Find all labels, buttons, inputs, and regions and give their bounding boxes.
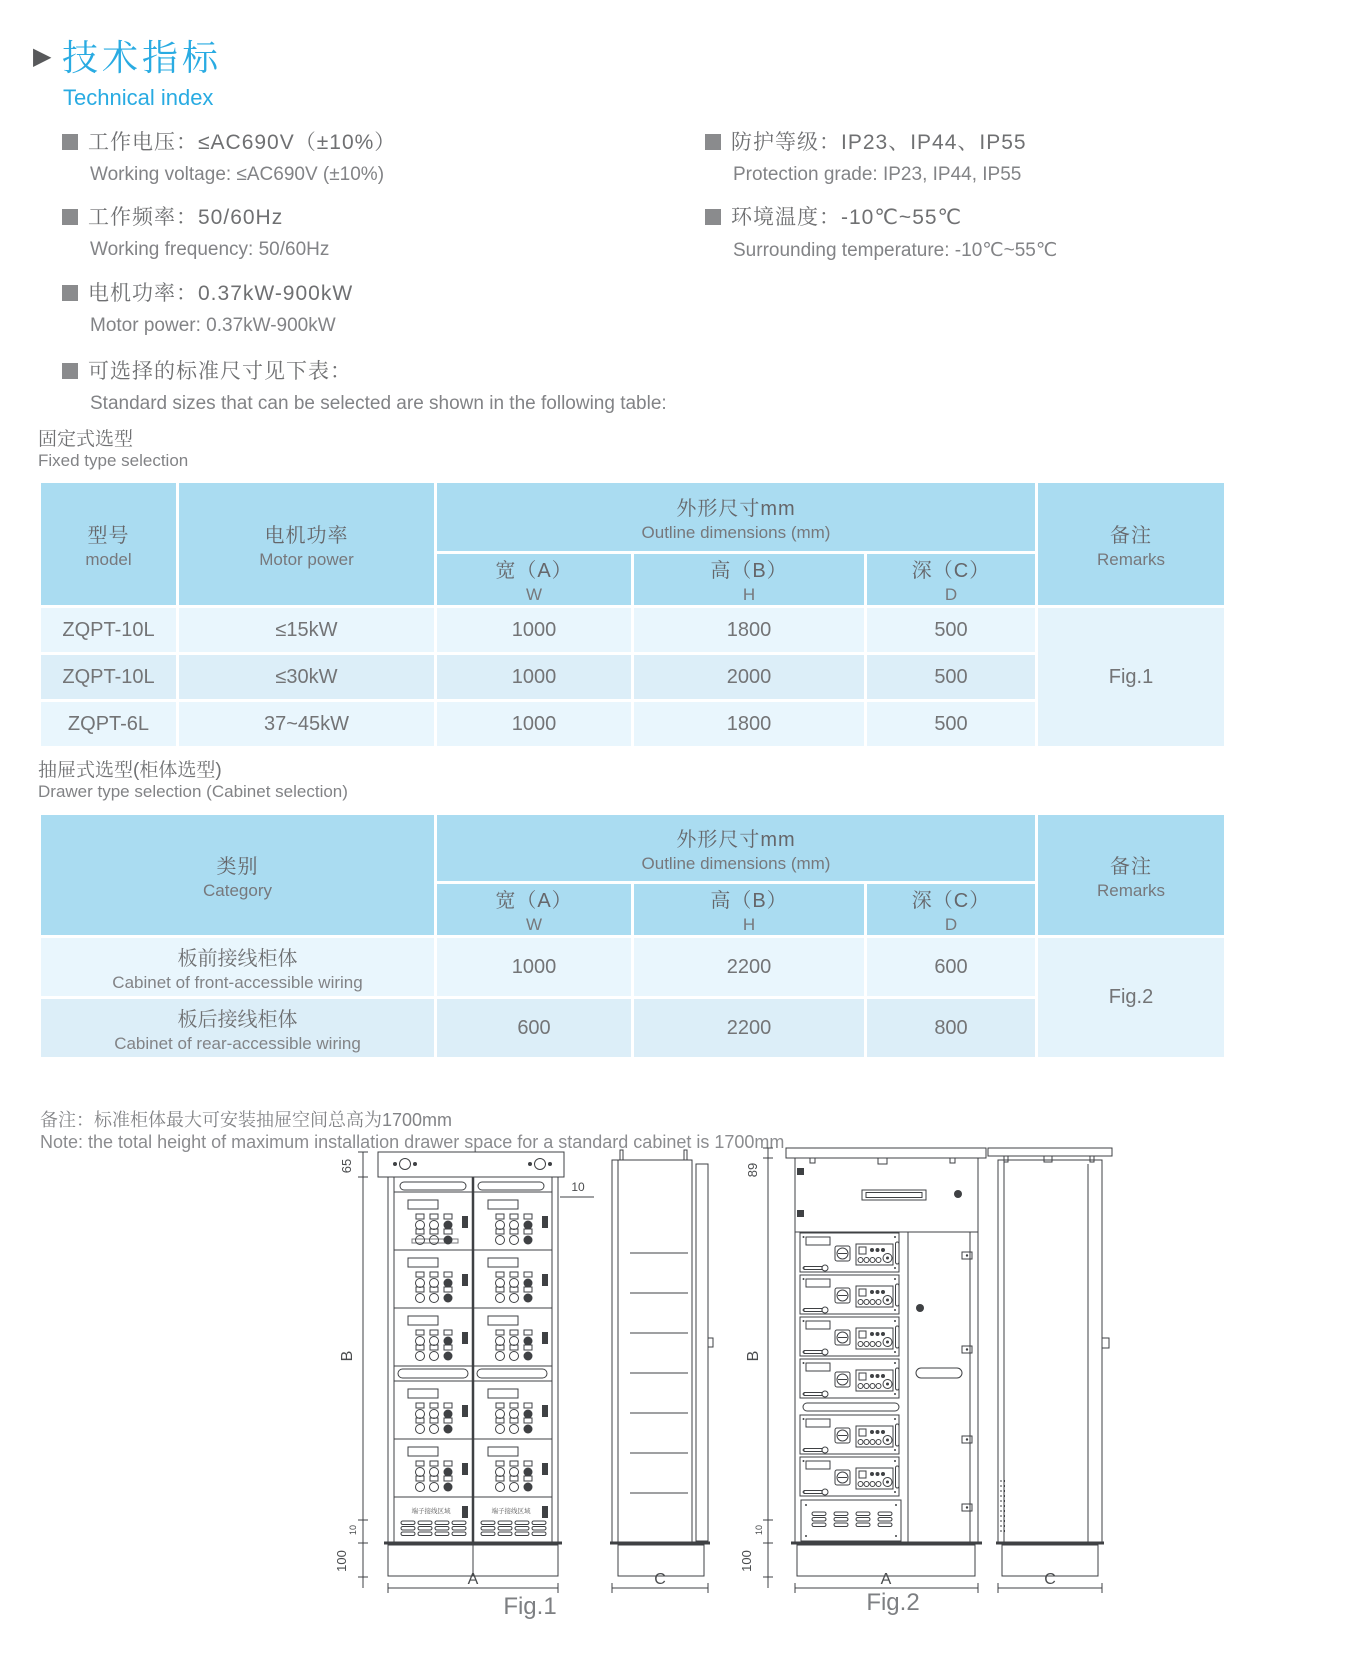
col-header-width: 宽（A） W (437, 884, 631, 935)
table-row (41, 938, 1224, 996)
cell-width: 1000 (437, 655, 631, 699)
spec-zh-text: 可选择的标准尺寸见下表： (62, 355, 667, 385)
col-header-dimensions: 外形尺寸mm Outline dimensions (mm) (437, 483, 1035, 551)
fig1-terminal-area (401, 1506, 468, 1536)
fig1-side-view (610, 1150, 713, 1576)
col-header-remarks: 备注 Remarks (1038, 815, 1224, 935)
spec-en-text: Protection grade: IP23, IP44, IP55 (733, 164, 1022, 185)
fig2-caption: Fig.2 (866, 1589, 920, 1616)
fig1-dim-height-label: B (339, 1350, 356, 1362)
fixed-table-caption-en: Fixed type selection (38, 451, 189, 470)
fig1-dim-top-gap-label: 10 (571, 1180, 585, 1194)
fig2-drawer-unit (800, 1233, 899, 1272)
fig2-drawer-unit (800, 1457, 899, 1496)
fig2-door (916, 1232, 972, 1543)
fig1-drawer-unit (408, 1389, 468, 1434)
fig1-drawer-unit (408, 1200, 468, 1245)
fig2-dim-plinth-label: 100 (739, 1550, 754, 1572)
cell-power: ≤15kW (179, 608, 434, 652)
cell-power: 37~45kW (179, 702, 434, 746)
spec-en-text: Working voltage: ≤AC690V (±10%) (90, 164, 385, 185)
fig1-drawer-unit (488, 1258, 548, 1303)
spec-zh-text: 防护等级：IP23、IP44、IP55 (705, 126, 1027, 156)
spec-en-text: Motor power: 0.37kW-900kW (90, 315, 336, 336)
bullet-square-icon (62, 134, 78, 150)
col-header-category: 类别 Category (41, 815, 434, 935)
cell-width: 600 (437, 999, 631, 1057)
cell-category: 板后接线柜体 Cabinet of rear-accessible wiring (41, 999, 434, 1057)
spec-zh-text: 工作电压：≤AC690V（±10%） (62, 126, 396, 156)
fixed-table-caption-zh: 固定式选型 (38, 429, 134, 450)
cell-depth: 800 (867, 999, 1035, 1057)
fig2-dim-height-label: B (745, 1350, 762, 1362)
bullet-square-icon (62, 285, 78, 301)
fig1-dim-depth-label: C (654, 1571, 666, 1588)
cell-category: 板前接线柜体 Cabinet of front-accessible wiring (41, 938, 434, 996)
page-subtitle: Technical index (63, 85, 214, 110)
col-header-width: 宽（A） W (437, 554, 631, 605)
fig2-dimensions (739, 1148, 1102, 1593)
fig2-drawer-unit (800, 1359, 899, 1398)
fig1-drawer-unit (408, 1258, 468, 1303)
fig1-dim-gap-label: 10 (348, 1524, 358, 1536)
spec-en-text: Surrounding temperature: -10℃~55℃ (733, 240, 1058, 261)
page-title: 技术指标 (62, 37, 223, 78)
fig2-dim-cap-label: 89 (745, 1162, 760, 1178)
svg-text:端子接线区域: 端子接线区域 (491, 1508, 531, 1515)
fig1-dim-width-label: A (467, 1571, 479, 1588)
fig2-drawer-unit (800, 1317, 899, 1356)
cell-height: 2200 (634, 938, 864, 996)
bullet-square-icon (62, 209, 78, 225)
spec-working-voltage (62, 126, 396, 186)
fig1-front-view (378, 1152, 564, 1576)
cell-height: 1800 (634, 702, 864, 746)
col-header-remarks: 备注 Remarks (1038, 483, 1224, 605)
col-header-height: 高（B） H (634, 554, 864, 605)
section-arrow-icon: ▶ (33, 43, 52, 70)
fig1-dim-plinth-label: 100 (334, 1550, 349, 1572)
spec-en-text: Working frequency: 50/60Hz (90, 239, 330, 260)
drawer-table-caption-zh: 抽屉式选型(柜体选型) (38, 760, 222, 781)
fig2-front-view (786, 1148, 986, 1576)
fig2-dim-gap-label: 10 (754, 1524, 764, 1536)
fig1-terminal-area (481, 1506, 548, 1536)
cell-depth: 600 (867, 938, 1035, 996)
cell-width: 1000 (437, 608, 631, 652)
col-header-depth: 深（C） D (867, 884, 1035, 935)
cell-power: ≤30kW (179, 655, 434, 699)
cell-height: 2000 (634, 655, 864, 699)
cell-height: 1800 (634, 608, 864, 652)
table-row (41, 608, 1224, 652)
fig2-dim-width-label: A (880, 1571, 892, 1588)
col-header-depth: 深（C） D (867, 554, 1035, 605)
col-header-power: 电机功率 Motor power (179, 483, 434, 605)
cell-width: 1000 (437, 938, 631, 996)
bullet-square-icon (62, 363, 78, 379)
fixed-type-table (38, 480, 1227, 749)
fig1-drawer-unit (408, 1447, 468, 1492)
cell-depth: 500 (867, 608, 1035, 652)
note-en: Note: the total height of maximum installation drawer space for a standard cabinet is 1700mm (40, 1132, 785, 1152)
spec-zh-text: 电机功率：0.37kW-900kW (62, 277, 353, 307)
fig1-drawer-unit (488, 1389, 548, 1434)
fig2-drawer-unit (800, 1415, 899, 1454)
cell-remarks: Fig.1 (1038, 608, 1224, 746)
fig1-drawer-unit (488, 1447, 548, 1492)
fig1-drawer-unit (408, 1316, 468, 1361)
svg-text:端子接线区域: 端子接线区域 (411, 1508, 451, 1515)
drawer-table-caption-en: Drawer type selection (Cabinet selection) (38, 782, 348, 801)
col-header-dimensions: 外形尺寸mm Outline dimensions (mm) (437, 815, 1035, 881)
fig1-drawer-unit (488, 1316, 548, 1361)
bullet-square-icon (705, 209, 721, 225)
fig2-side-view (988, 1148, 1112, 1576)
fig1-caption: Fig.1 (503, 1593, 557, 1620)
spec-table-intro (62, 355, 667, 415)
cabinet-figures-drawing (0, 1095, 1357, 1660)
spec-zh-text: 环境温度：-10℃~55℃ (705, 201, 1057, 231)
bullet-square-icon (705, 134, 721, 150)
fig2-vent-panel (801, 1500, 901, 1541)
cell-width: 1000 (437, 702, 631, 746)
cell-depth: 500 (867, 702, 1035, 746)
fig2-dim-depth-label: C (1044, 1571, 1056, 1588)
spec-protection-grade (705, 126, 1027, 186)
fig1-dim-cap-label: 65 (339, 1158, 354, 1174)
cell-height: 2200 (634, 999, 864, 1057)
cell-model: ZQPT-10L (41, 608, 176, 652)
spec-en-text: Standard sizes that can be selected are shown in the following table: (90, 393, 667, 414)
cell-model: ZQPT-6L (41, 702, 176, 746)
drawer-type-table (38, 812, 1227, 1060)
note-zh: 备注：标准柜体最大可安装抽屉空间总高为1700mm (40, 1110, 453, 1130)
spec-working-frequency (62, 201, 329, 261)
col-header-height: 高（B） H (634, 884, 864, 935)
cell-depth: 500 (867, 655, 1035, 699)
spec-motor-power (62, 277, 353, 337)
spec-zh-text: 工作频率：50/60Hz (62, 201, 329, 231)
cell-model: ZQPT-10L (41, 655, 176, 699)
spec-ambient-temperature (705, 201, 1057, 262)
fig2-drawer-unit (800, 1275, 899, 1314)
col-header-model: 型号 model (41, 483, 176, 605)
fig1-drawer-unit (488, 1200, 548, 1245)
cell-remarks: Fig.2 (1038, 938, 1224, 1057)
